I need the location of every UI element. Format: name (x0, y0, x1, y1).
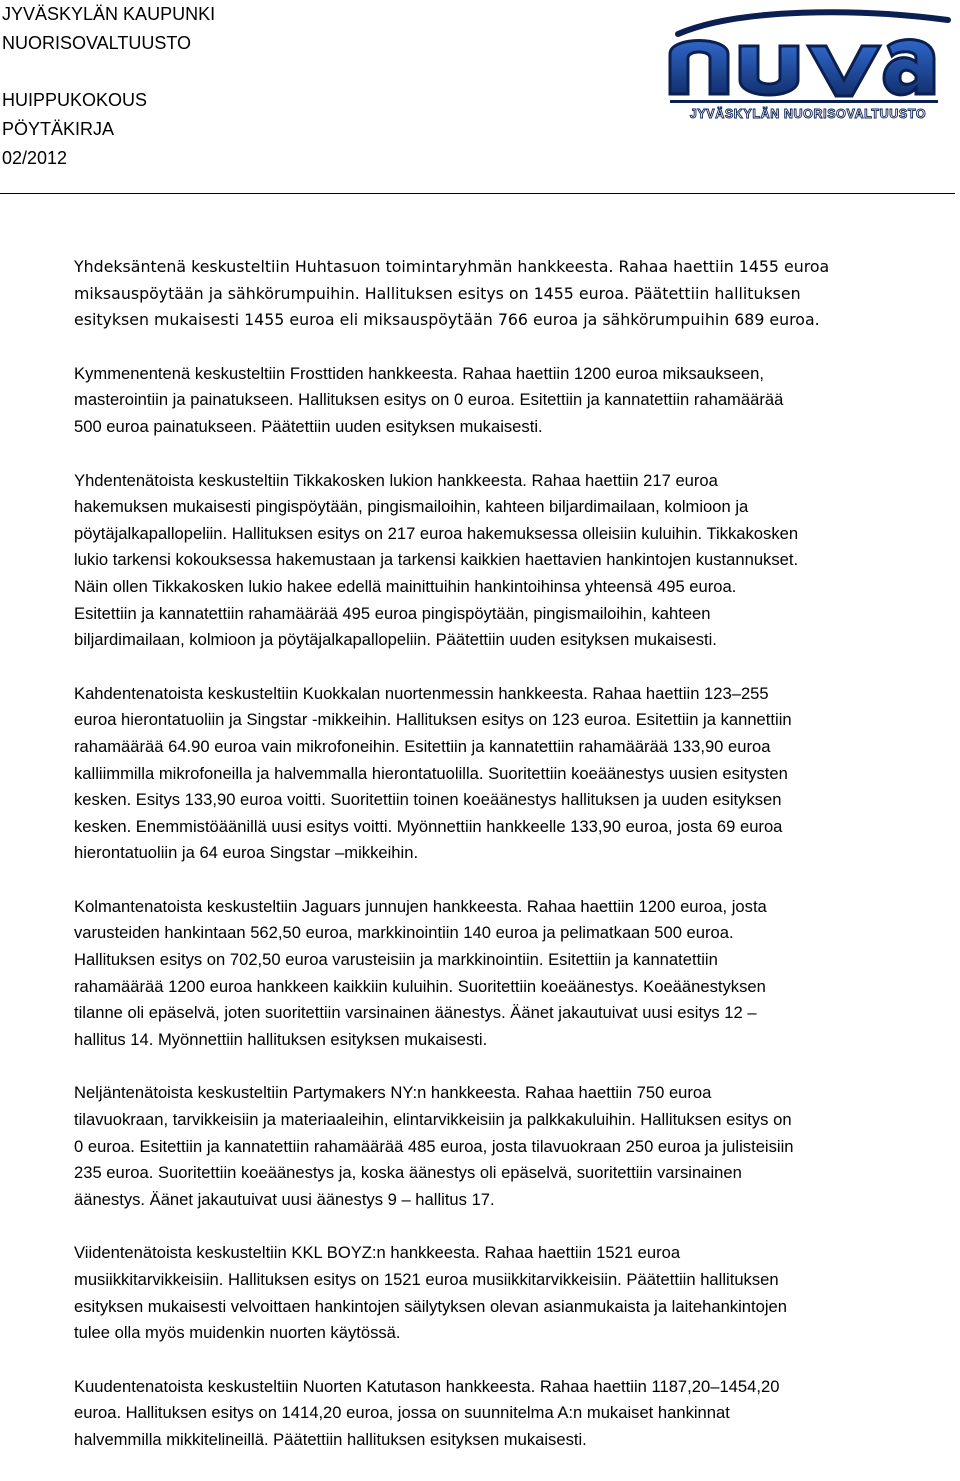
logo-letter-v (808, 46, 880, 96)
paragraph-line: varusteiden hankintaan 562,50 euroa, markkinointiin 140 euroa ja pelimatkaan 500 euroa. (74, 923, 734, 943)
nuva-logo-graphic (648, 6, 954, 124)
document-header (2, 0, 602, 173)
minutes-paragraph (74, 1374, 958, 1454)
paragraph-line: Viidentenätoista keskusteltiin KKL BOYZ:n hankkeesta. Rahaa haettiin 1521 euroa (74, 1243, 681, 1263)
paragraph-line: Esitettiin ja kannatettiin rahamäärää 495 euroa pingispöytään, pingismailoihin, kahteen (74, 603, 711, 623)
paragraph-line: hallitus 14. Myönnettiin hallituksen esityksen mukaisesti. (74, 1029, 488, 1049)
logo-text: JYVÄSKYLÄN NUORISOVALTUUSTO (689, 107, 927, 121)
paragraph-line: masterointiin ja painatukseen. Hallituksen esitys on 0 euroa. Esitettiin ja kannatettiin rahamäärää (74, 390, 784, 410)
paragraph-line: euroa hierontatuoliin ja Singstar -mikkeihin. Hallituksen esitys on 123 euroa. Esitettiin ja kannettiin (74, 710, 792, 730)
paragraph-line: 500 euroa painatukseen. Päätettiin uuden esityksen mukaisesti. (74, 416, 543, 436)
nuva-logo (648, 6, 954, 124)
paragraph-line: esityksen mukaisesti velvoittaen hankintojen säilytyksen olevan asianmukaista ja laitehankintojen (74, 1296, 788, 1316)
paragraph-line: hakemuksen mukaisesti pingispöytään, pingismailoihin, kahteen biljardimailaan, kolmioon ja (74, 497, 749, 517)
paragraph-line: kalliimmilla mikrofoneilla ja halvemmalla hierontatuolilla. Suoritettiin koeäänestys uusien esitysten (74, 763, 788, 783)
logo-letter-u (740, 46, 798, 95)
paragraph-line: lukio tarkensi kokouksessa hakemustaan ja tarkensi kaikkien haettavien hankintojen kustannukset. (74, 550, 799, 570)
document-number: 02/2012 (2, 148, 68, 168)
paragraph-line: esityksen mukaisesti 1455 euroa eli miksauspöytään 766 euroa ja sähkörumpuihin 689 euroa. (74, 310, 820, 330)
minutes-paragraph (74, 1080, 958, 1213)
minutes-paragraph (74, 254, 958, 334)
minutes-paragraph (74, 681, 958, 867)
logo-swoosh (678, 12, 948, 34)
paragraph-line: Yhdeksäntenä keskusteltiin Huhtasuon toimintaryhmän hankkeesta. Rahaa haettiin 1455 euroa (74, 257, 830, 276)
paragraph-line: 0 euroa. Esitettiin ja kannatettiin rahamäärää 485 euroa, josta tilavuokraan 250 euroa ja julisteisiin (74, 1136, 794, 1156)
paragraph-line: Yhdentenätoista keskusteltiin Tikkakosken lukion hankkeesta. Rahaa haettiin 217 euroa (74, 470, 718, 490)
paragraph-line: Kolmantenatoista keskusteltiin Jaguars junnujen hankkeesta. Rahaa haettiin 1200 euroa, josta (74, 896, 767, 916)
paragraph-line: tilanne oli epäselvä, joten suoritettiin varsinainen äänestys. Äänet jakautuivat uusi esitys 12 – (74, 1003, 757, 1023)
paragraph-line: Kuudentenatoista keskusteltiin Nuorten Katutason hankkeesta. Rahaa haettiin 1187,20–1454,20 (74, 1376, 780, 1396)
paragraph-line: äänestys. Äänet jakautuivat uusi äänestys 9 – hallitus 17. (74, 1189, 495, 1209)
paragraph-line: Hallituksen esitys on 702,50 euroa varusteisiin ja markkinointiin. Esitettiin ja kannatettiin (74, 950, 718, 970)
header-divider (0, 193, 955, 194)
logo-letter-a (884, 40, 934, 95)
paragraph-line: tulee olla myös muidenkin nuorten käytössä. (74, 1323, 401, 1343)
paragraph-line: kesken. Enemmistöäänillä uusi esitys voitti. Myönnettiin hankkeelle 133,90 euroa, josta 69 euroa (74, 816, 783, 836)
minutes-paragraph (74, 894, 958, 1054)
minutes-body (74, 254, 958, 1481)
paragraph-line: Neljäntenätoista keskusteltiin Partymakers NY:n hankkeesta. Rahaa haettiin 750 euroa (74, 1083, 712, 1103)
paragraph-line: euroa. Hallituksen esitys on 1414,20 euroa, jossa on suunnitelma A:n mukaiset hankinnat (74, 1403, 730, 1423)
paragraph-line: Kahdentenatoista keskusteltiin Kuokkalan nuortenmessin hankkeesta. Rahaa haettiin 123–255 (74, 683, 769, 703)
paragraph-line: hierontatuoliin ja 64 euroa Singstar –mikkeihin. (74, 843, 419, 863)
minutes-paragraph (74, 361, 958, 441)
paragraph-line: rahamäärää 1200 euroa hankkeen kaikkiin kuluihin. Suoritettiin koeäänestys. Koeäänestyksen (74, 976, 766, 996)
paragraph-line: Kymmenentenä keskusteltiin Frosttiden hankkeesta. Rahaa haettiin 1200 euroa miksaukseen, (74, 363, 764, 383)
paragraph-line: biljardimailaan, kolmioon ja pöytäjalkapallopeliin. Päätettiin uuden esityksen mukaisesti. (74, 630, 717, 650)
organization-unit: NUORISOVALTUUSTO (2, 33, 192, 53)
organization-name: JYVÄSKYLÄN KAUPUNKI (2, 4, 216, 24)
paragraph-line: Näin ollen Tikkakosken lukio hakee edellä mainittuihin hankintoihinsa yhteensä 495 euroa. (74, 576, 737, 596)
logo-letter-n (670, 41, 728, 95)
paragraph-line: musiikkitarvikkeisiin. Hallituksen esitys on 1521 euroa musiikkitarvikkeisiin. Päätettiin hallituksen (74, 1270, 779, 1289)
paragraph-line: 235 euroa. Suoritettiin koeäänestys ja, koska äänestys oli epäselvä, suoritettiin varsinainen (74, 1163, 742, 1183)
minutes-paragraph (74, 1240, 958, 1346)
paragraph-line: halvemmilla mikkitelineillä. Päätettiin hallituksen esityksen mukaisesti. (74, 1429, 587, 1449)
meeting-name: HUIPPUKOKOUS (2, 90, 148, 110)
document-type: PÖYTÄKIRJA (2, 119, 115, 139)
minutes-paragraph (74, 468, 958, 654)
paragraph-line: pöytäjalkapallopeliin. Hallituksen esitys on 217 euroa hakemuksessa olleisiin kuluihin. Tikkakosken (74, 523, 799, 543)
paragraph-line: tilavuokraan, tarvikkeisiin ja materiaaleihin, elintarvikkeisiin ja palkkakuluihin. Hallituksen esitys on (74, 1110, 792, 1130)
logo-baseline (670, 100, 938, 103)
paragraph-line: rahamäärää 64.90 euroa vain mikrofoneihin. Esitettiin ja kannatettiin rahamäärää 133,90 euroa (74, 736, 771, 756)
header-spacer (2, 58, 602, 86)
paragraph-line: miksauspöytään ja sähkörumpuihin. Hallituksen esitys on 1455 euroa. Päätettiin hallituksen (74, 283, 801, 303)
paragraph-line: kesken. Esitys 133,90 euroa voitti. Suoritettiin toinen koeäänestys hallituksen ja uuden esityksen (74, 790, 782, 810)
